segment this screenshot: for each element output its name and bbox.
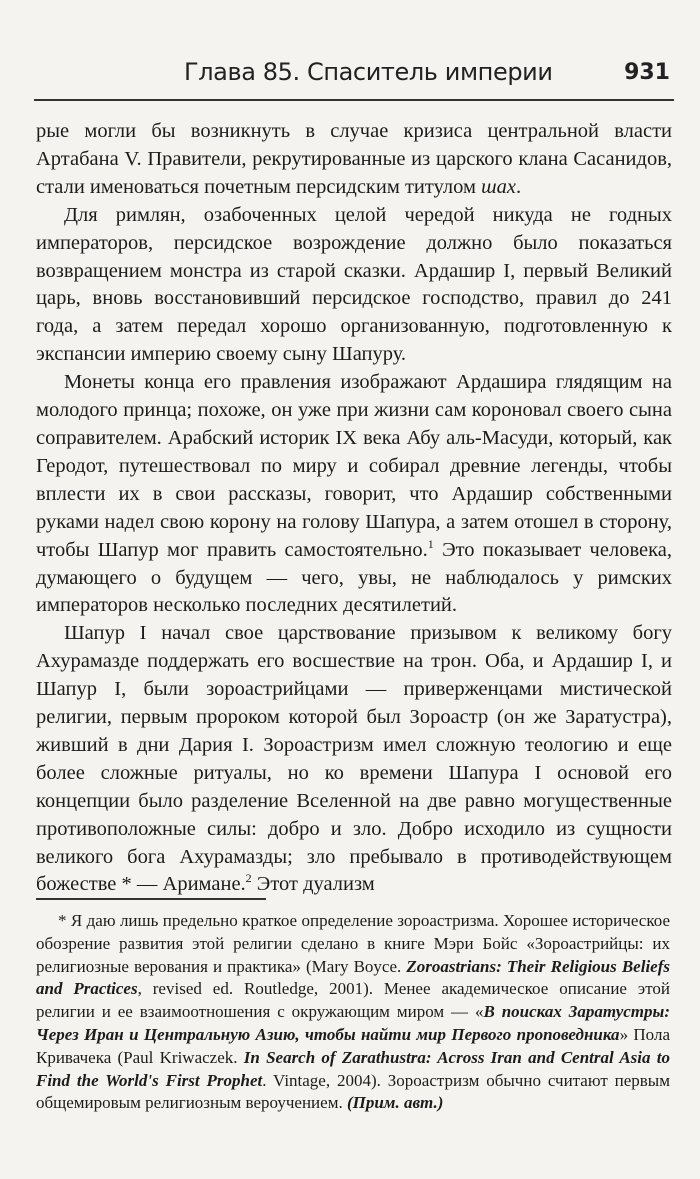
footnote-ref-2: 2 <box>245 871 252 886</box>
footnote-rule <box>36 898 266 900</box>
chapter-title: Глава 85. Спаситель империи <box>184 58 553 86</box>
body-text <box>36 118 672 899</box>
footnote-ref-1: 1 <box>427 536 434 551</box>
page-number: 931 <box>624 60 670 85</box>
paragraph-3: Монеты конца его правления изображают Ардашира глядящим на молодого принца; похоже, он уже при жизни сам короновал своего сына соправителем. Арабский историк IX века Абу аль-Масуди, который, как Геродот, путешествовал по миру и собирал древние легенды, чтобы вплести их в свои рассказы, говорит, что Ардашир собственными руками надел свою корону на голову Шапура, а затем отошел в сторону, чтобы Шапур мог править самостоятельно.$^1$ Это показывает человека, думающего о будущем — чего, увы, не наблюдалось у римских императоров несколько последних десятилетий. <box>36 371 672 617</box>
paragraph-2: Для римлян, озабоченных целой чередой никуда не годных императоров, персидское возрождение должно было показаться возвращением монстра из старой сказки. Ардашир I, первый Великий царь, вновь восстановивший персидское господство, правил до 241 года, а затем передал хорошо организованную, подготовленную к экспансии империю своему сыну Шапуру. <box>36 203 672 366</box>
running-header <box>34 56 674 96</box>
paragraph-1: рые могли бы возникнуть в случае кризиса центральной власти Артабана V. Правители, рекрутированные из царского клана Сасанидов, стали именоваться почетным персидским титулом шах. <box>36 120 672 198</box>
paragraph-4: Шапур I начал свое царствование призывом к великому богу Ахурамазде поддержать его восшествие на трон. Оба, и Ардашир I, и Шапур I, были зороастрийцами — приверженцами мистической религии, первым пророком которой был Зороастр (он же Заратустра), живший в дни Дария I. Зороастризм имел сложную теологию и еще более сложные ритуалы, но ко времени Шапура I основой его концепции было разделение Вселенной на две равно могущественные противоположные силы: добро и зло. Добро исходило из сущности великого бога Ахурамазды; зло пребывало в противодействующем божестве * — Аримане.$^2$ Этот дуализм <box>36 622 672 896</box>
footnote: * Я даю лишь предельно краткое определение зороастризма. Хорошее историческое обозрение развития этой религии сделано в книге Мэри Бойс «Зороастрийцы: их религиозные верования и практика» (Mary Boyce. Zoroastrians: Their Religious Beliefs and Practices, revised ed. Routledge, 2001). Менее академическое описание этой религии и ее взаимоотношения с окружающим миром — «В поисках Заратустры: Через Иран и Центральную Азию, чтобы найти мир Первого проповедника» Пола Кривачека (Paul Kriwaczek. In Search of Zarathustra: Across Iran and Central Asia to Find the World's First Prophet. Vintage, 2004). Зороастризм обычно считают первым общемировым религиозным вероучением. (Прим. авт.) <box>36 911 670 1113</box>
header-rule <box>34 99 674 101</box>
